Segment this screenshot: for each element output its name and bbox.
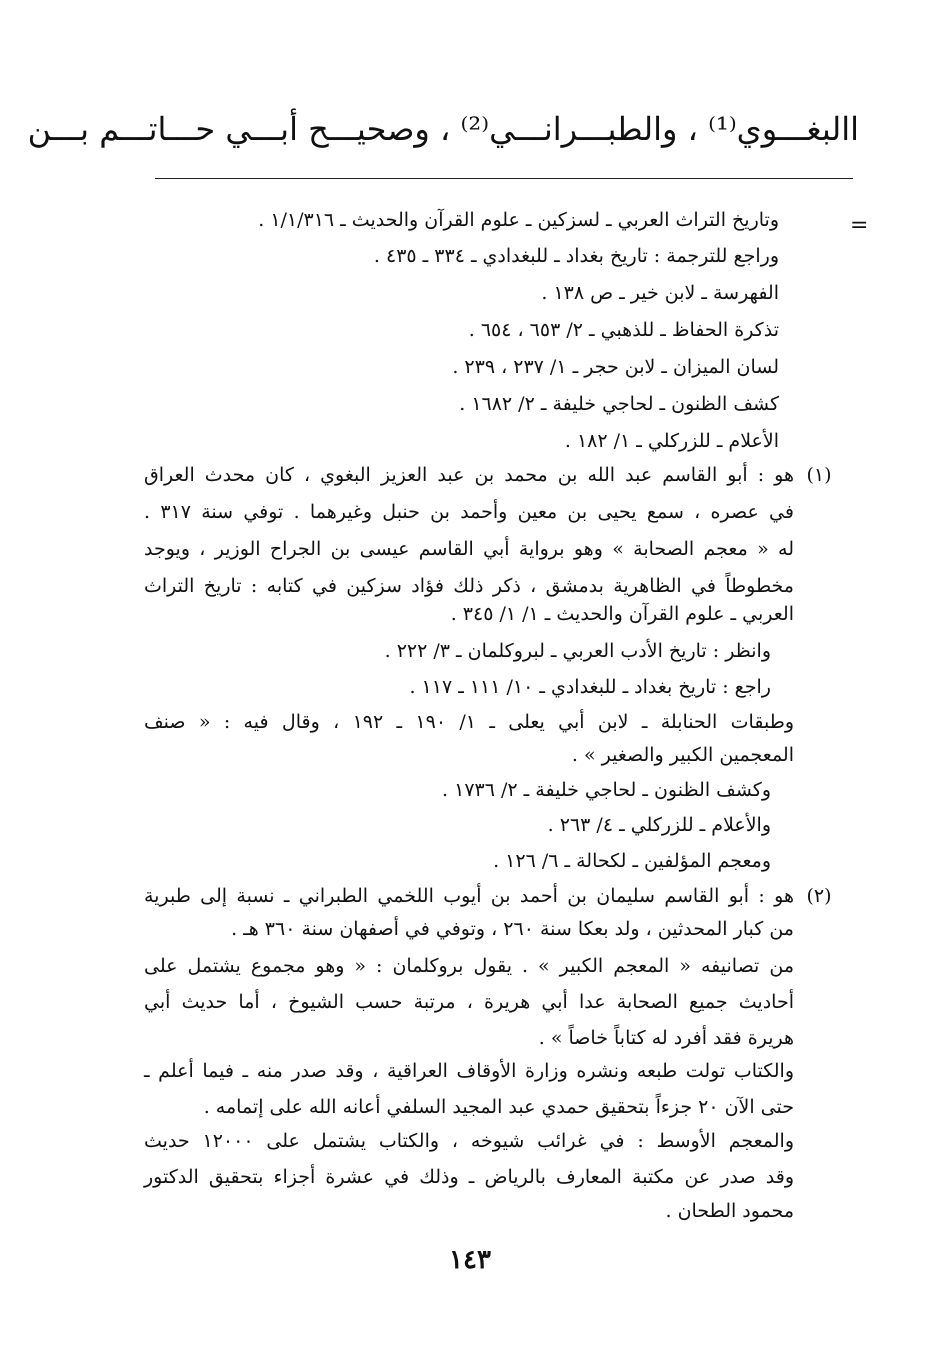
footnote-cont-line: الفهرسة ـ لابن خير ـ ص ١٣٨ . bbox=[541, 282, 779, 304]
footnote-cont-line: كشف الظنون ـ لحاجي خليفة ـ ٢/ ١٦٨٢ . bbox=[459, 393, 779, 415]
footnote-line: من كبار المحدثين ، ولد بعكا سنة ٢٦٠ ، وتوفي في أصفهان سنة ٣٦٠ هـ . bbox=[231, 918, 794, 940]
footnote-line: في عصره ، سمع يحيى بن معين وأحمد بن حنبل وغيرهما . توفي سنة ٣١٧ . bbox=[144, 501, 794, 523]
footnote-line: العربي ـ علوم القرآن والحديث ـ ١/ ١/ ٣٤٥ . bbox=[450, 603, 794, 625]
body-text-line: االبغـــوي⁽¹⁾ ، والطبـــرانـــي⁽²⁾ ، وصحيـــح أبـــي حـــاتـــم بـــن bbox=[27, 110, 859, 148]
footnote-line: هو : أبو القاسم عبد الله بن محمد بن عبد العزيز البغوي ، كان محدث العراق bbox=[144, 464, 794, 486]
footnote-line: له « معجم الصحابة » وهو برواية أبي القاسم عيسى بن الجراح الوزير ، ويوجد bbox=[144, 538, 794, 560]
footnote-line: ومعجم المؤلفين ـ لكحالة ـ ٦/ ١٢٦ . bbox=[493, 850, 771, 872]
footnote-number: (٢) bbox=[806, 885, 832, 907]
footnote-line: وكشف الظنون ـ لحاجي خليفة ـ ٢/ ١٧٣٦ . bbox=[442, 779, 771, 801]
footnote-line: من تصانيفه « المعجم الكبير » . يقول بروكلمان : « وهو مجموع يشتمل على bbox=[144, 955, 794, 977]
footnote-line: المعجمين الكبير والصغير » . bbox=[571, 744, 794, 766]
footnote-cont-line: وراجع للترجمة : تاريخ بغداد ـ للبغدادي ـ ٣٣٤ ـ ٤٣٥ . bbox=[373, 245, 779, 267]
continuation-marker: = bbox=[850, 213, 869, 238]
footnote-line: وانظر : تاريخ الأدب العربي ـ لبروكلمان ـ ٣/ ٢٢٢ . bbox=[384, 640, 771, 662]
footnote-cont-line: لسان الميزان ـ لابن حجر ـ ١/ ٢٣٧ ، ٢٣٩ . bbox=[452, 356, 779, 378]
footnote-line: أحاديث جميع الصحابة عدا أبي هريرة ، مرتبة حسب الشيوخ ، أما حديث أبي bbox=[144, 991, 794, 1013]
page-number: ١٤٣ bbox=[449, 1245, 491, 1275]
footnote-line: وطبقات الحنابلة ـ لابن أبي يعلى ـ ١/ ١٩٠ ـ ١٩٢ ، وقال فيه : « صنف bbox=[144, 711, 794, 733]
footnote-line: والكتاب تولت طبعه ونشره وزارة الأوقاف العراقية ، وقد صدر منه ـ فيما أعلم ـ bbox=[144, 1060, 794, 1082]
footnote-line: حتى الآن ٢٠ جزءاً بتحقيق حمدي عبد المجيد السلفي أعانه الله على إتمامه . bbox=[203, 1096, 794, 1118]
footnote-line: والمعجم الأوسط : في غرائب شيوخه ، والكتاب يشتمل على ١٢٠٠٠ حديث bbox=[144, 1130, 794, 1152]
footnote-line: هريرة فقد أفرد له كتاباً خاصاً » . bbox=[538, 1027, 794, 1049]
footnote-line: وقد صدر عن مكتبة المعارف بالرياض ـ وذلك في عشرة أجزاء بتحقيق الدكتور bbox=[144, 1166, 794, 1188]
footnote-line: محمود الطحان . bbox=[665, 1200, 794, 1222]
footnote-cont-line: تذكرة الحفاظ ـ للذهبي ـ ٢/ ٦٥٣ ، ٦٥٤ . bbox=[468, 319, 779, 341]
footnote-line: راجع : تاريخ بغداد ـ للبغدادي ـ ١٠/ ١١١ ـ ١١٧ . bbox=[409, 676, 771, 698]
footnote-line: والأعلام ـ للزركلي ـ ٤/ ٢٦٣ . bbox=[547, 814, 771, 836]
footnote-line: مخطوطاً في الظاهرية بدمشق ، ذكر ذلك فؤاد سزكين في كتابه : تاريخ التراث bbox=[144, 575, 794, 597]
footnote-line: هو : أبو القاسم سليمان بن أحمد بن أيوب اللخمي الطبراني ـ نسبة إلى طبرية bbox=[144, 885, 794, 907]
footnote-cont-line: وتاريخ التراث العربي ـ لسزكين ـ علوم القرآن والحديث ـ ١/١/٣١٦ . bbox=[258, 209, 779, 231]
footnote-cont-line: الأعلام ـ للزركلي ـ ١/ ١٨٢ . bbox=[564, 430, 779, 452]
footnote-number: (١) bbox=[806, 464, 832, 486]
footnote-separator bbox=[155, 178, 853, 179]
